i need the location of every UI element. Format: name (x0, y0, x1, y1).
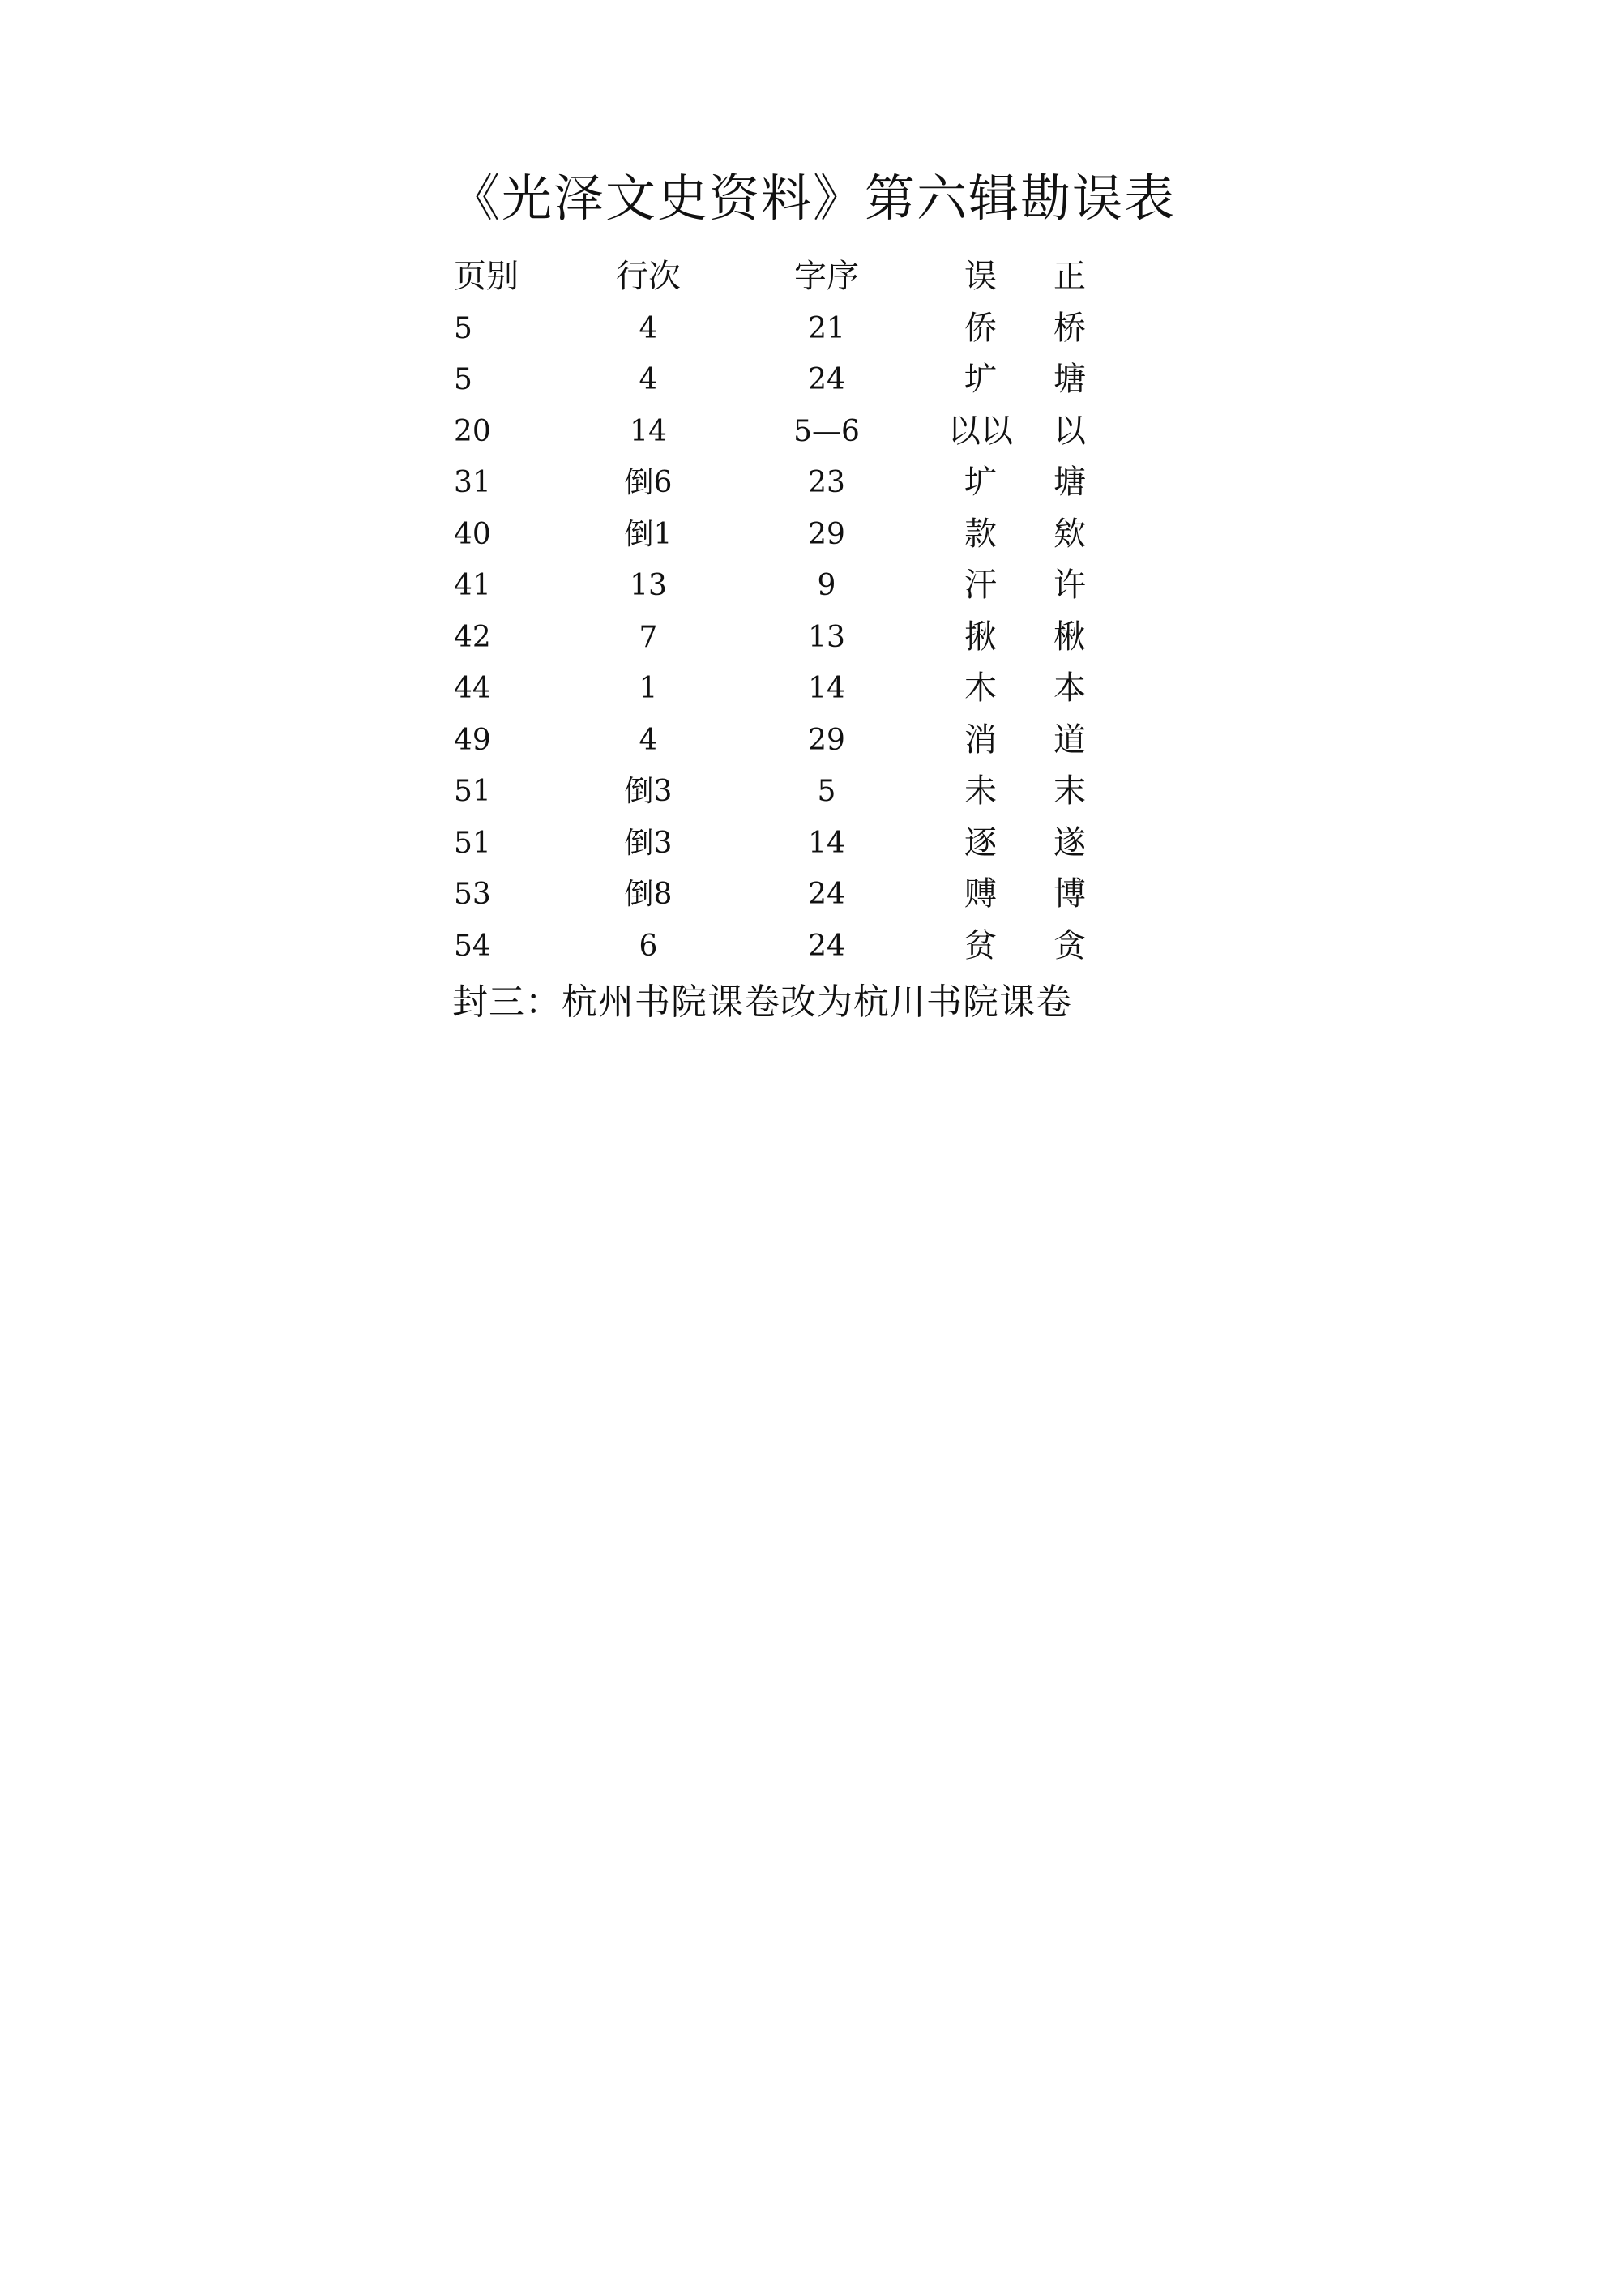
cell-right: 末 (1053, 772, 1086, 810)
cell-line: 倒8 (624, 878, 673, 911)
cell-right: 以 (1053, 412, 1086, 450)
cell-wrong: 未 (964, 772, 997, 810)
table-row (454, 406, 1086, 458)
table-row (454, 766, 1086, 818)
cell-char: 14 (808, 672, 845, 705)
table-row (454, 457, 1086, 509)
cell-wrong: 木 (964, 669, 997, 707)
cell-line: 14 (630, 414, 667, 448)
cell-right: 塘 (1053, 464, 1086, 501)
cell-page: 44 (454, 672, 491, 705)
table-header-row (454, 251, 1086, 303)
cell-char: 9 (817, 569, 836, 602)
table-row (454, 509, 1086, 561)
cell-page: 5 (454, 363, 472, 396)
cell-line: 倒3 (624, 775, 673, 808)
cell-right: 道 (1053, 720, 1086, 759)
page-title: 《光泽文史资料》第六辑勘误表 (450, 169, 1177, 228)
table-row (454, 715, 1086, 767)
cell-line: 4 (639, 723, 658, 757)
header-line: 行次 (616, 258, 681, 295)
cell-char: 23 (808, 466, 845, 499)
cell-wrong: 消 (964, 720, 997, 759)
table-row (454, 560, 1086, 612)
cell-line: 倒3 (624, 826, 673, 860)
cell-wrong: 以以 (948, 412, 1013, 450)
cell-char: 13 (808, 620, 845, 654)
cell-char: 5 (817, 775, 836, 808)
cell-right: 桥 (1053, 309, 1086, 347)
cell-char: 24 (808, 878, 845, 911)
cell-line: 4 (639, 363, 658, 396)
cell-wrong: 汗 (964, 567, 997, 604)
cell-page: 20 (454, 414, 491, 448)
cell-line: 7 (639, 620, 658, 654)
cell-wrong: 揪 (964, 618, 997, 656)
cell-wrong: 逐 (964, 823, 997, 862)
table-row (454, 869, 1086, 921)
cell-char: 14 (808, 826, 845, 860)
table-row (454, 818, 1086, 870)
cell-right: 塘 (1053, 361, 1086, 398)
cell-line: 4 (639, 311, 658, 345)
cell-page: 49 (454, 723, 491, 757)
cell-wrong: 圹 (964, 361, 997, 398)
cell-right: 博 (1053, 875, 1086, 913)
cell-line: 倒6 (624, 466, 673, 499)
cover-note: 封三：杭州书院课卷改为杭川书院课卷 (452, 981, 1072, 1023)
table-row (454, 663, 1086, 715)
cell-line: 13 (630, 569, 667, 602)
cell-char: 5—6 (793, 414, 860, 448)
cell-page: 40 (454, 517, 491, 551)
table-row (454, 354, 1086, 406)
cell-page: 31 (454, 466, 491, 499)
header-wrong: 误 (964, 258, 997, 295)
table-row (454, 612, 1086, 664)
table-row (454, 303, 1086, 355)
cell-right: 贪 (1053, 926, 1086, 964)
cell-wrong: 贫 (964, 926, 997, 964)
cell-line: 倒1 (624, 517, 673, 551)
cell-wrong: 赙 (964, 875, 997, 913)
cell-char: 24 (808, 363, 845, 396)
cell-right: 欸 (1053, 515, 1086, 553)
header-right: 正 (1053, 258, 1086, 295)
cell-page: 53 (454, 878, 491, 911)
cell-page: 54 (454, 929, 491, 963)
cell-char: 29 (808, 723, 845, 757)
cell-page: 51 (454, 826, 491, 860)
cell-right: 楸 (1053, 618, 1086, 656)
cell-page: 42 (454, 620, 491, 654)
cell-char: 24 (808, 929, 845, 963)
cell-wrong: 款 (964, 515, 997, 553)
cell-right: 许 (1053, 567, 1086, 604)
cell-right: 遂 (1053, 823, 1086, 862)
cell-wrong: 侨 (964, 309, 997, 347)
cell-page: 41 (454, 569, 491, 602)
cell-right: 本 (1053, 669, 1086, 707)
header-char: 字序 (794, 258, 859, 295)
cell-page: 51 (454, 775, 491, 808)
cell-line: 6 (639, 929, 658, 963)
errata-table (454, 251, 1086, 972)
table-row (454, 921, 1086, 973)
header-page: 页别 (454, 258, 519, 295)
cell-wrong: 圹 (964, 464, 997, 501)
cell-line: 1 (639, 672, 658, 705)
cell-page: 5 (454, 311, 472, 345)
cell-char: 21 (808, 311, 845, 345)
cell-char: 29 (808, 517, 845, 551)
